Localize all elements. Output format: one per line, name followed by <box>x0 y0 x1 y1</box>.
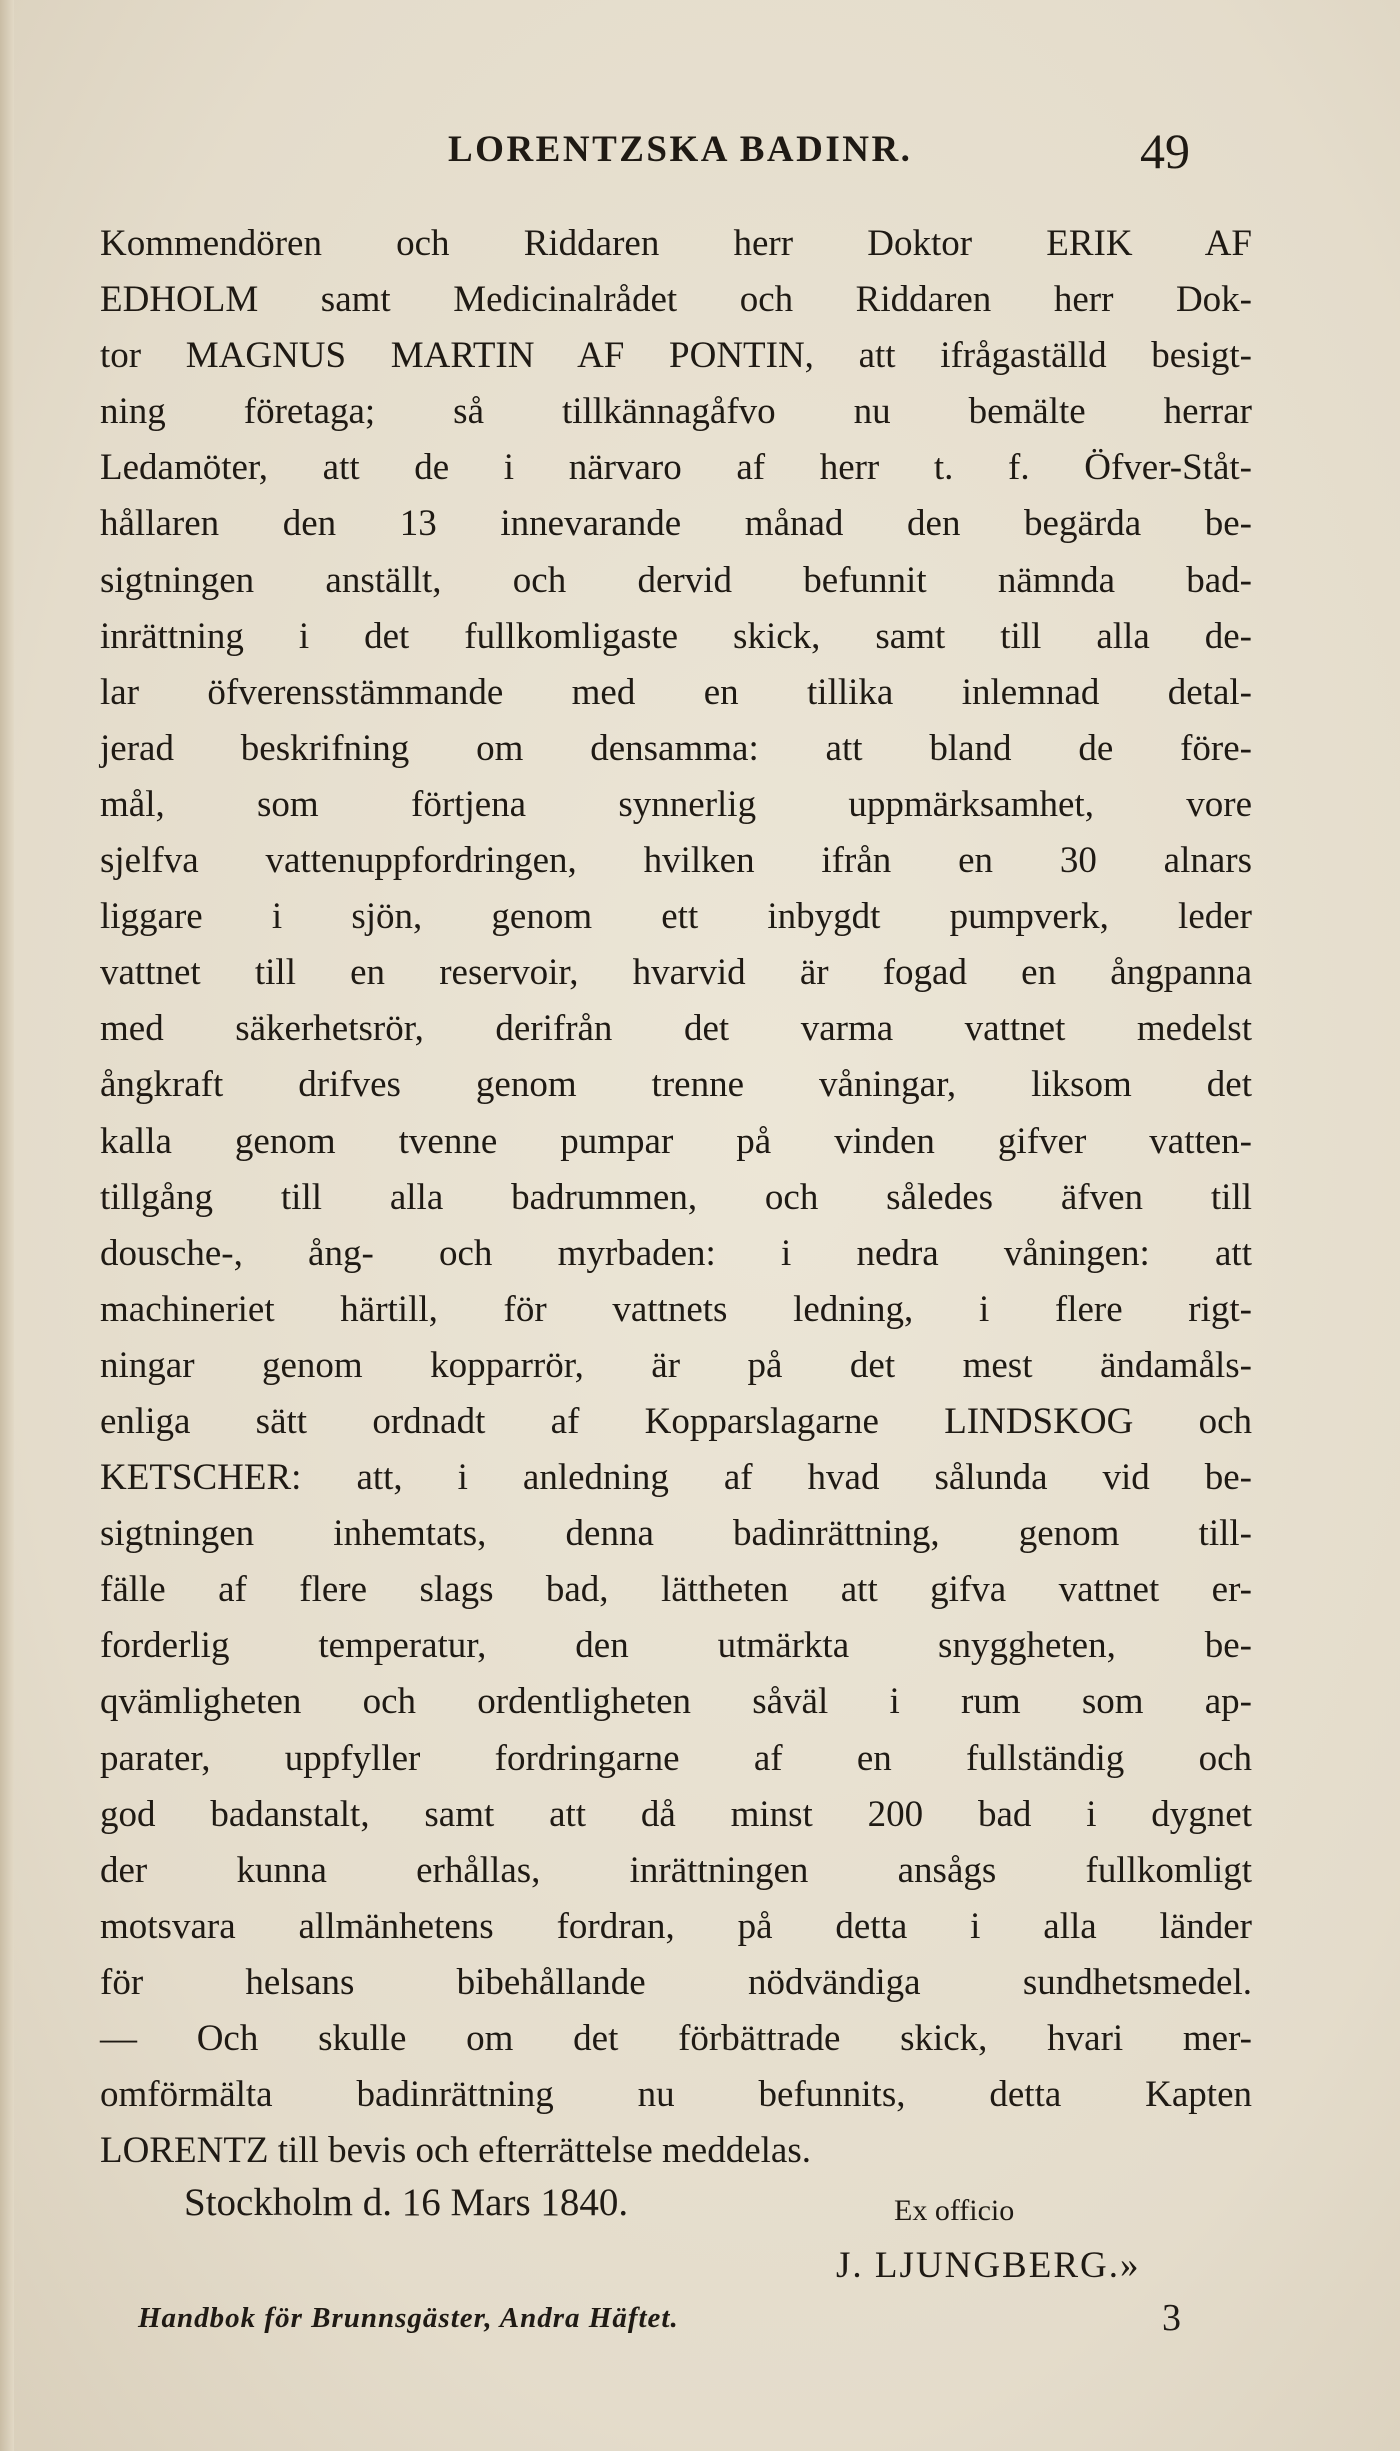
text-line: mål, som förtjena synnerlig uppmärksamhet, vore <box>100 783 1252 825</box>
text-line: god badanstalt, samt att då minst 200 bad i dygnet <box>100 1793 1252 1835</box>
text-line: motsvara allmänhetens fordran, på detta i alla länder <box>100 1905 1252 1947</box>
text-line: ångkraft drifves genom trenne våningar, liksom det <box>100 1064 1252 1106</box>
text-line: LORENTZ till bevis och efterrättelse meddelas. <box>100 2130 811 2172</box>
text-line: parater, uppfyller fordringarne af en fullständig och <box>100 1737 1252 1779</box>
text-line: inrättning i det fullkomligaste skick, samt till alla de- <box>100 615 1252 657</box>
text-line: — Och skulle om det förbättrade skick, hvari mer- <box>100 2018 1252 2059</box>
text-line: jerad beskrifning om densamma: att bland de före- <box>100 727 1252 769</box>
page-number: 49 <box>1140 123 1190 179</box>
page-edge-shadow <box>0 0 14 2451</box>
text-line: liggare i sjön, genom ett inbygdt pumpverk, leder <box>100 896 1252 938</box>
text-line: kalla genom tvenne pumpar på vinden gifver vatten- <box>100 1120 1252 1162</box>
text-line: tillgång till alla badrummen, och således äfven till <box>100 1176 1252 1218</box>
text-line: qvämligheten och ordentligheten såväl i rum som ap- <box>100 1681 1252 1723</box>
text-line: Ledamöter, att de i närvaro af herr t. f. Öfver-Ståt- <box>100 447 1252 489</box>
signature-block <box>0 2180 1400 2300</box>
text-line: tor MAGNUS MARTIN AF PONTIN, att ifrågaställd besigt- <box>100 335 1252 377</box>
text-line: EDHOLM samt Medicinalrådet och Riddaren herr Dok- <box>100 279 1252 321</box>
footer-book-title: Handbok för Brunnsgäster, Andra Häftet. <box>138 2302 679 2334</box>
ex-officio-note: Ex officio <box>894 2194 1015 2227</box>
text-line: Kommendören och Riddaren herr Doktor ERIK AF <box>100 223 1252 264</box>
text-line: enliga sätt ordnadt af Kopparslagarne LINDSKOG och <box>100 1400 1252 1442</box>
signatory-name: J. LJUNGBERG.» <box>836 2245 1141 2286</box>
text-line: dousche-, ång- och myrbaden: i nedra våningen: att <box>100 1232 1252 1274</box>
text-line: ningar genom kopparrör, är på det mest ändamåls- <box>100 1344 1252 1386</box>
printer-signature-mark: 3 <box>1162 2297 1181 2339</box>
text-line: fälle af flere slags bad, lättheten att gifva vattnet er- <box>100 1569 1252 1611</box>
body-text <box>100 216 1252 2179</box>
text-line: hållaren den 13 innevarande månad den begärda be- <box>100 503 1252 545</box>
page-header <box>0 122 1400 182</box>
page-footer <box>0 2297 1400 2362</box>
text-line: omförmälta badinrättning nu befunnits, detta Kapten <box>100 2074 1252 2116</box>
text-line: sjelfva vattenuppfordringen, hvilken ifrån en 30 alnars <box>100 840 1252 882</box>
text-line: för helsans bibehållande nödvändiga sundhetsmedel. <box>100 1961 1252 2003</box>
text-line: lar öfverensstämmande med en tillika inlemnad detal- <box>100 671 1252 713</box>
text-line: forderlig temperatur, den utmärkta snyggheten, be- <box>100 1625 1252 1667</box>
text-line: ning företaga; så tillkännagåfvo nu bemälte herrar <box>100 391 1252 433</box>
text-line: KETSCHER: att, i anledning af hvad sålunda vid be- <box>100 1457 1252 1499</box>
text-line: der kunna erhållas, inrättningen ansågs fullkomligt <box>100 1849 1252 1891</box>
text-line: sigtningen inhemtats, denna badinrättning, genom till- <box>100 1513 1252 1555</box>
text-line: med säkerhetsrör, derifrån det varma vattnet medelst <box>100 1008 1252 1050</box>
text-line: machineriet härtill, för vattnets ledning, i flere rigt- <box>100 1288 1252 1330</box>
running-head: LORENTZSKA BADINR. <box>448 129 913 170</box>
text-line: sigtningen anställt, och dervid befunnit nämnda bad- <box>100 559 1252 601</box>
text-line: vattnet till en reservoir, hvarvid är fogad en ångpanna <box>100 952 1252 994</box>
place-and-date: Stockholm d. 16 Mars 1840. <box>184 2181 629 2224</box>
